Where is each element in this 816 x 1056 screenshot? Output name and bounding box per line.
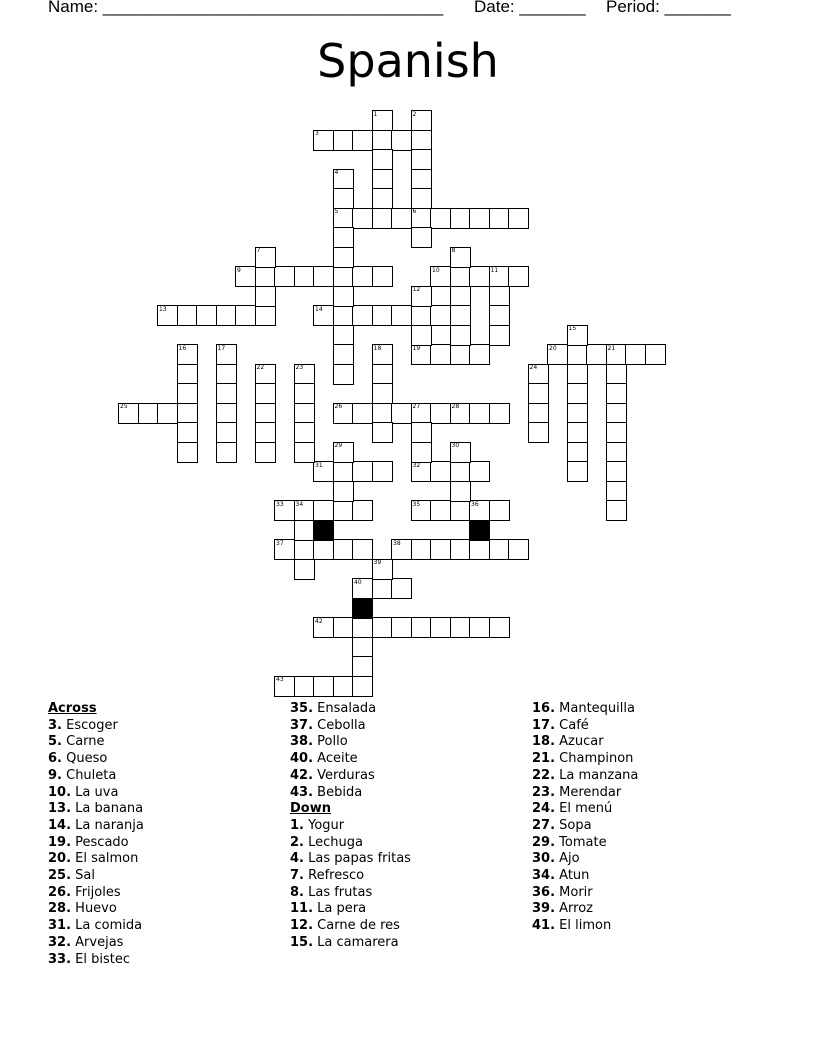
clue-column-1 <box>48 701 144 968</box>
grid-cell[interactable] <box>138 403 159 424</box>
grid-cell[interactable] <box>411 227 432 248</box>
grid-cell[interactable] <box>450 286 471 307</box>
grid-cell[interactable] <box>372 208 393 229</box>
across-clue: 19. Pescado <box>48 834 129 850</box>
grid-cell[interactable] <box>469 539 490 560</box>
across-clue: 3. Escoger <box>48 717 118 733</box>
clue-number: 32 <box>412 461 421 469</box>
grid-cell[interactable] <box>372 461 393 482</box>
grid-cell[interactable] <box>352 130 373 151</box>
clue-number: 2 <box>412 110 417 118</box>
page-title: Spanish <box>317 34 499 88</box>
across-clue: 20. El salmon <box>48 851 139 867</box>
grid-cell[interactable] <box>255 442 276 463</box>
grid-cell[interactable] <box>157 403 178 424</box>
grid-cell[interactable] <box>352 656 373 677</box>
down-clue: 17. Café <box>532 717 589 733</box>
grid-cell[interactable] <box>469 403 490 424</box>
grid-cell[interactable] <box>567 442 588 463</box>
grid-cell[interactable] <box>255 383 276 404</box>
clue-number: 25 <box>120 403 128 410</box>
grid-cell[interactable] <box>430 344 451 365</box>
down-clue: 21. Champinon <box>532 751 634 767</box>
clue-number: 1 <box>373 110 378 118</box>
grid-cell[interactable] <box>333 227 354 248</box>
grid-cell[interactable] <box>391 617 412 638</box>
down-clue: 29. Tomate <box>532 834 607 850</box>
down-clue: 2. Lechuga <box>290 834 363 850</box>
grid-cell[interactable] <box>645 344 666 365</box>
grid-cell[interactable] <box>625 344 646 365</box>
grid-cell[interactable] <box>391 403 412 424</box>
across-clue: 10. La uva <box>48 784 119 800</box>
black-cell <box>469 520 490 541</box>
clue-number: 38 <box>393 539 401 547</box>
grid-cell[interactable] <box>469 344 490 365</box>
grid-cell[interactable] <box>450 266 471 287</box>
grid-cell[interactable] <box>411 188 432 209</box>
grid-cell[interactable] <box>450 539 471 560</box>
clue-number: 26 <box>334 403 343 410</box>
grid-cell[interactable] <box>567 403 588 424</box>
across-clue: 33. El bistec <box>48 951 131 967</box>
clue-number: 19 <box>412 344 421 352</box>
clue-column-3 <box>532 701 638 935</box>
grid-cell[interactable] <box>489 617 510 638</box>
grid-cell[interactable] <box>216 403 237 424</box>
grid-cell[interactable] <box>333 325 354 346</box>
clue-column-2 <box>290 701 411 952</box>
grid-cell[interactable] <box>567 461 588 482</box>
grid-cell[interactable] <box>313 500 334 521</box>
grid-cell[interactable] <box>489 325 510 346</box>
grid-cell[interactable] <box>352 305 373 326</box>
clue-number: 29 <box>334 442 343 449</box>
grid-cell[interactable] <box>411 305 432 326</box>
grid-cell[interactable] <box>294 539 315 560</box>
clue-number: 11 <box>490 266 499 274</box>
grid-cell[interactable] <box>352 617 373 638</box>
grid-cell[interactable] <box>528 383 549 404</box>
clue-number: 40 <box>354 578 362 586</box>
grid-cell[interactable] <box>606 422 627 443</box>
grid-cell[interactable] <box>411 442 432 463</box>
grid-cell[interactable] <box>177 364 198 385</box>
grid-cell[interactable] <box>372 130 393 151</box>
grid-cell[interactable] <box>411 169 432 190</box>
grid-cell[interactable] <box>352 539 373 560</box>
clue-number: 15 <box>568 325 577 332</box>
grid-cell[interactable] <box>469 617 490 638</box>
clue-number: 43 <box>276 676 284 683</box>
grid-cell[interactable] <box>216 442 237 463</box>
across-clue: 25. Sal <box>48 868 95 884</box>
grid-cell[interactable] <box>333 539 354 560</box>
grid-cell[interactable] <box>372 305 393 326</box>
grid-cell[interactable] <box>372 188 393 209</box>
grid-cell[interactable] <box>450 208 471 229</box>
clue-number: 4 <box>334 169 339 176</box>
grid-cell[interactable] <box>430 403 451 424</box>
grid-cell[interactable] <box>294 422 315 443</box>
grid-cell[interactable] <box>255 266 276 287</box>
grid-cell[interactable] <box>372 169 393 190</box>
down-clue: 23. Merendar <box>532 784 622 800</box>
clue-number: 34 <box>295 500 304 508</box>
down-clue: 39. Arroz <box>532 901 594 917</box>
grid-cell[interactable] <box>235 305 256 326</box>
grid-cell[interactable] <box>450 617 471 638</box>
grid-cell[interactable] <box>567 364 588 385</box>
down-clue: 22. La manzana <box>532 767 639 783</box>
down-clue: 24. El menú <box>532 801 613 817</box>
grid-cell[interactable] <box>333 500 354 521</box>
grid-cell[interactable] <box>313 676 334 697</box>
grid-cell[interactable] <box>586 344 607 365</box>
grid-cell[interactable] <box>508 539 529 560</box>
grid-cell[interactable] <box>255 422 276 443</box>
across-clue: 38. Pollo <box>290 734 348 750</box>
grid-cell[interactable] <box>391 305 412 326</box>
grid-cell[interactable] <box>469 266 490 287</box>
grid-cell[interactable] <box>391 208 412 229</box>
clue-number: 28 <box>451 403 460 410</box>
down-clue: 1. Yogur <box>290 817 345 833</box>
grid-cell[interactable] <box>333 364 354 385</box>
grid-cell[interactable] <box>294 383 315 404</box>
clue-number: 21 <box>607 344 616 352</box>
across-heading: Across <box>48 701 97 716</box>
grid-cell[interactable] <box>450 481 471 502</box>
grid-cell[interactable] <box>255 403 276 424</box>
grid-cell[interactable] <box>333 188 354 209</box>
clue-number: 17 <box>217 344 226 352</box>
clue-number: 7 <box>256 247 261 254</box>
clue-number: 35 <box>412 500 421 508</box>
down-clue: 8. Las frutas <box>290 884 373 900</box>
grid-cell[interactable] <box>333 461 354 482</box>
grid-cell[interactable] <box>606 403 627 424</box>
date-field[interactable]: Date: _______ <box>474 0 586 16</box>
grid-cell[interactable] <box>489 286 510 307</box>
grid-cell[interactable] <box>333 344 354 365</box>
grid-cell[interactable] <box>372 383 393 404</box>
across-clue: 37. Cebolla <box>290 717 366 733</box>
grid-cell[interactable] <box>411 325 432 346</box>
grid-cell[interactable] <box>216 305 237 326</box>
clue-number: 3 <box>315 130 319 137</box>
grid-cell[interactable] <box>216 422 237 443</box>
grid-cell[interactable] <box>606 481 627 502</box>
clue-number: 18 <box>373 344 382 352</box>
grid-cell[interactable] <box>450 305 471 326</box>
grid-cell[interactable] <box>606 461 627 482</box>
grid-cell[interactable] <box>352 403 373 424</box>
grid-cell[interactable] <box>333 247 354 268</box>
down-clue: 36. Morir <box>532 884 593 900</box>
down-clue: 34. Atun <box>532 868 590 884</box>
clue-number: 16 <box>178 344 187 352</box>
grid-cell[interactable] <box>528 403 549 424</box>
grid-cell[interactable] <box>411 539 432 560</box>
clue-number: 8 <box>451 247 456 254</box>
grid-cell[interactable] <box>333 266 354 287</box>
across-clue: 13. La banana <box>48 801 144 817</box>
grid-cell[interactable] <box>391 578 412 599</box>
across-clue: 9. Chuleta <box>48 767 117 783</box>
grid-cell[interactable] <box>450 461 471 482</box>
grid-cell[interactable] <box>450 325 471 346</box>
grid-cell[interactable] <box>489 208 510 229</box>
grid-cell[interactable] <box>469 208 490 229</box>
grid-cell[interactable] <box>294 520 315 541</box>
grid-cell[interactable] <box>567 422 588 443</box>
grid-cell[interactable] <box>411 149 432 170</box>
down-clue: 15. La camarera <box>290 934 399 950</box>
grid-cell[interactable] <box>606 364 627 385</box>
grid-cell[interactable] <box>372 149 393 170</box>
grid-cell[interactable] <box>313 266 334 287</box>
clue-number: 6 <box>412 208 417 215</box>
grid-cell[interactable] <box>333 130 354 151</box>
grid-cell[interactable] <box>430 500 451 521</box>
grid-cell[interactable] <box>430 461 451 482</box>
grid-cell[interactable] <box>411 617 432 638</box>
grid-cell[interactable] <box>216 364 237 385</box>
down-heading: Down <box>290 801 331 817</box>
grid-cell[interactable] <box>313 539 334 560</box>
grid-cell[interactable] <box>294 266 315 287</box>
grid-cell[interactable] <box>489 403 510 424</box>
clue-number: 33 <box>276 500 284 508</box>
grid-cell[interactable] <box>489 305 510 326</box>
clue-number: 41 <box>354 598 362 605</box>
period-field[interactable]: Period: _______ <box>606 0 731 16</box>
grid-cell[interactable] <box>177 305 198 326</box>
grid-cell[interactable] <box>567 383 588 404</box>
grid-cell[interactable] <box>430 208 451 229</box>
grid-cell[interactable] <box>352 676 373 697</box>
across-clue: 40. Aceite <box>290 751 358 767</box>
down-clue: 27. Sopa <box>532 817 592 833</box>
grid-cell[interactable] <box>411 130 432 151</box>
grid-cell[interactable] <box>606 500 627 521</box>
across-clue: 26. Frijoles <box>48 884 121 900</box>
grid-cell[interactable] <box>177 403 198 424</box>
grid-cell[interactable] <box>333 286 354 307</box>
clue-number: 20 <box>549 344 557 352</box>
grid-cell[interactable] <box>567 344 588 365</box>
across-clue: 28. Huevo <box>48 901 117 917</box>
grid-cell[interactable] <box>255 305 276 326</box>
grid-cell[interactable] <box>372 364 393 385</box>
clue-number: 36 <box>471 500 479 508</box>
clue-number: 13 <box>159 305 167 313</box>
grid-cell[interactable] <box>294 403 315 424</box>
grid-cell[interactable] <box>430 305 451 326</box>
grid-cell[interactable] <box>352 500 373 521</box>
clue-number: 14 <box>315 305 323 313</box>
name-field[interactable]: Name: ____________________________________ <box>48 0 444 16</box>
across-clue: 43. Bebida <box>290 784 363 800</box>
across-clue: 35. Ensalada <box>290 701 377 716</box>
down-clue: 18. Azucar <box>532 734 604 750</box>
across-clue: 14. La naranja <box>48 817 144 833</box>
clue-number: 27 <box>412 403 421 410</box>
grid-cell[interactable] <box>216 383 237 404</box>
grid-cell[interactable] <box>450 500 471 521</box>
grid-cell[interactable] <box>606 442 627 463</box>
down-clue: 16. Mantequilla <box>532 701 635 716</box>
grid-cell[interactable] <box>333 305 354 326</box>
grid-cell[interactable] <box>372 403 393 424</box>
grid-cell[interactable] <box>372 266 393 287</box>
grid-cell[interactable] <box>196 305 217 326</box>
grid-cell[interactable] <box>489 539 510 560</box>
grid-cell[interactable] <box>274 266 295 287</box>
across-clue: 42. Verduras <box>290 767 375 783</box>
grid-cell[interactable] <box>177 422 198 443</box>
grid-cell[interactable] <box>294 676 315 697</box>
grid-cell[interactable] <box>352 637 373 658</box>
grid-cell[interactable] <box>333 617 354 638</box>
across-clue: 31. La comida <box>48 918 143 934</box>
clue-number: 37 <box>276 539 284 547</box>
grid-cell[interactable] <box>372 422 393 443</box>
clue-number: 30 <box>451 442 460 449</box>
grid-cell[interactable] <box>177 442 198 463</box>
clue-number: 10 <box>432 266 440 274</box>
grid-cell[interactable] <box>489 500 510 521</box>
down-clue: 12. Carne de res <box>290 918 400 934</box>
down-clue: 7. Refresco <box>290 868 365 884</box>
grid-cell[interactable] <box>294 442 315 463</box>
across-clue: 6. Queso <box>48 751 108 767</box>
grid-cell[interactable] <box>352 266 373 287</box>
down-clue: 30. Ajo <box>532 851 580 867</box>
grid-cell[interactable] <box>411 422 432 443</box>
clue-number: 39 <box>373 559 382 566</box>
clue-number: 42 <box>315 617 323 625</box>
grid-cell[interactable] <box>177 383 198 404</box>
clue-number: 31 <box>315 461 323 469</box>
grid-cell[interactable] <box>430 617 451 638</box>
grid-cell[interactable] <box>391 130 412 151</box>
grid-cell[interactable] <box>508 266 529 287</box>
grid-cell[interactable] <box>469 461 490 482</box>
clue-number: 9 <box>237 266 241 274</box>
grid-cell[interactable] <box>528 422 549 443</box>
grid-cell[interactable] <box>450 344 471 365</box>
grid-cell[interactable] <box>430 539 451 560</box>
clue-number: 22 <box>256 364 265 371</box>
grid-cell[interactable] <box>294 559 315 580</box>
grid-cell[interactable] <box>352 461 373 482</box>
grid-cell[interactable] <box>333 481 354 502</box>
grid-cell[interactable] <box>352 208 373 229</box>
clue-number: 23 <box>295 364 304 371</box>
grid-cell[interactable] <box>606 383 627 404</box>
down-clue: 4. Las papas fritas <box>290 851 411 867</box>
grid-cell[interactable] <box>508 208 529 229</box>
black-cell <box>313 520 334 541</box>
clue-number: 5 <box>334 208 339 215</box>
across-clue: 5. Carne <box>48 734 105 750</box>
grid-cell[interactable] <box>255 286 276 307</box>
grid-cell[interactable] <box>372 617 393 638</box>
grid-cell[interactable] <box>333 676 354 697</box>
down-clue: 11. La pera <box>290 901 367 917</box>
down-clue: 41. El limon <box>532 918 612 934</box>
clue-number: 12 <box>412 286 421 293</box>
clue-number: 24 <box>529 364 538 371</box>
across-clue: 32. Arvejas <box>48 934 124 950</box>
grid-cell[interactable] <box>372 578 393 599</box>
